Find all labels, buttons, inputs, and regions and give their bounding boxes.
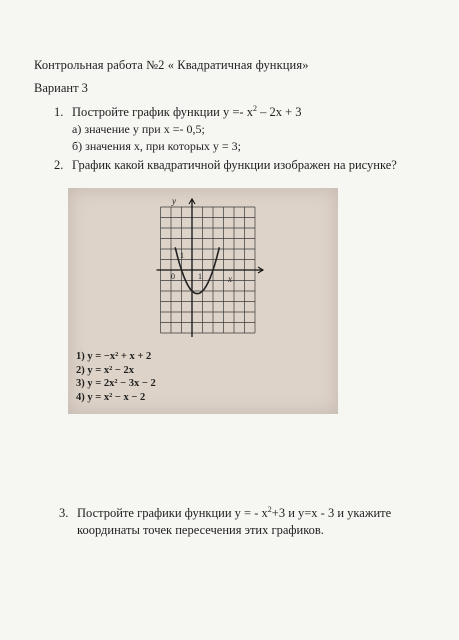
answer-option-3: 3) y = 2x² − 3x − 2	[76, 378, 156, 389]
x-axis-label: x	[228, 274, 232, 284]
task-2	[54, 158, 397, 173]
task-2-number: 2.	[54, 158, 64, 172]
task-3-text-line2: координаты точек пересечения этих графиков.	[77, 523, 324, 537]
task-1-number: 1.	[54, 105, 64, 119]
task-3-text-tail: +3 и y=x - 3 и укажите	[271, 506, 392, 520]
task-1-text: Постройте график функции y =- x	[72, 105, 253, 119]
x-tick-1-label: 1	[198, 272, 202, 281]
task-1-text-tail: – 2x + 3	[256, 105, 302, 119]
answer-option-1: 1) y = −x² + x + 2	[76, 351, 152, 362]
task-3-number: 3.	[59, 506, 69, 520]
parabola-figure	[68, 188, 338, 414]
axes	[157, 199, 264, 337]
y-axis-label: y	[172, 196, 176, 206]
task-1-exponent: 2	[252, 104, 257, 113]
variant-label: Вариант 3	[34, 81, 88, 95]
origin-label: 0	[171, 272, 175, 281]
answer-option-4: 4) y = x² − x − 2	[76, 391, 146, 403]
answer-options	[76, 350, 156, 404]
task-3-text: Постройте графики функции y = - x	[77, 506, 268, 520]
page-title: Контрольная работа №2 « Квадратичная функция»	[34, 58, 309, 72]
task-1	[54, 104, 302, 120]
task-1-subitem-b: б) значения x, при которых y = 3;	[72, 139, 241, 153]
task-3-exponent: 2	[267, 505, 272, 514]
task-2-text: График какой квадратичной функции изображен на рисунке?	[72, 158, 397, 172]
y-tick-1-label: 1	[180, 251, 184, 260]
task-1-subitem-a: а) значение y при x =- 0,5;	[72, 122, 205, 136]
answer-option-2: 2) y = x² − 2x	[76, 364, 134, 376]
task-3	[59, 501, 434, 539]
